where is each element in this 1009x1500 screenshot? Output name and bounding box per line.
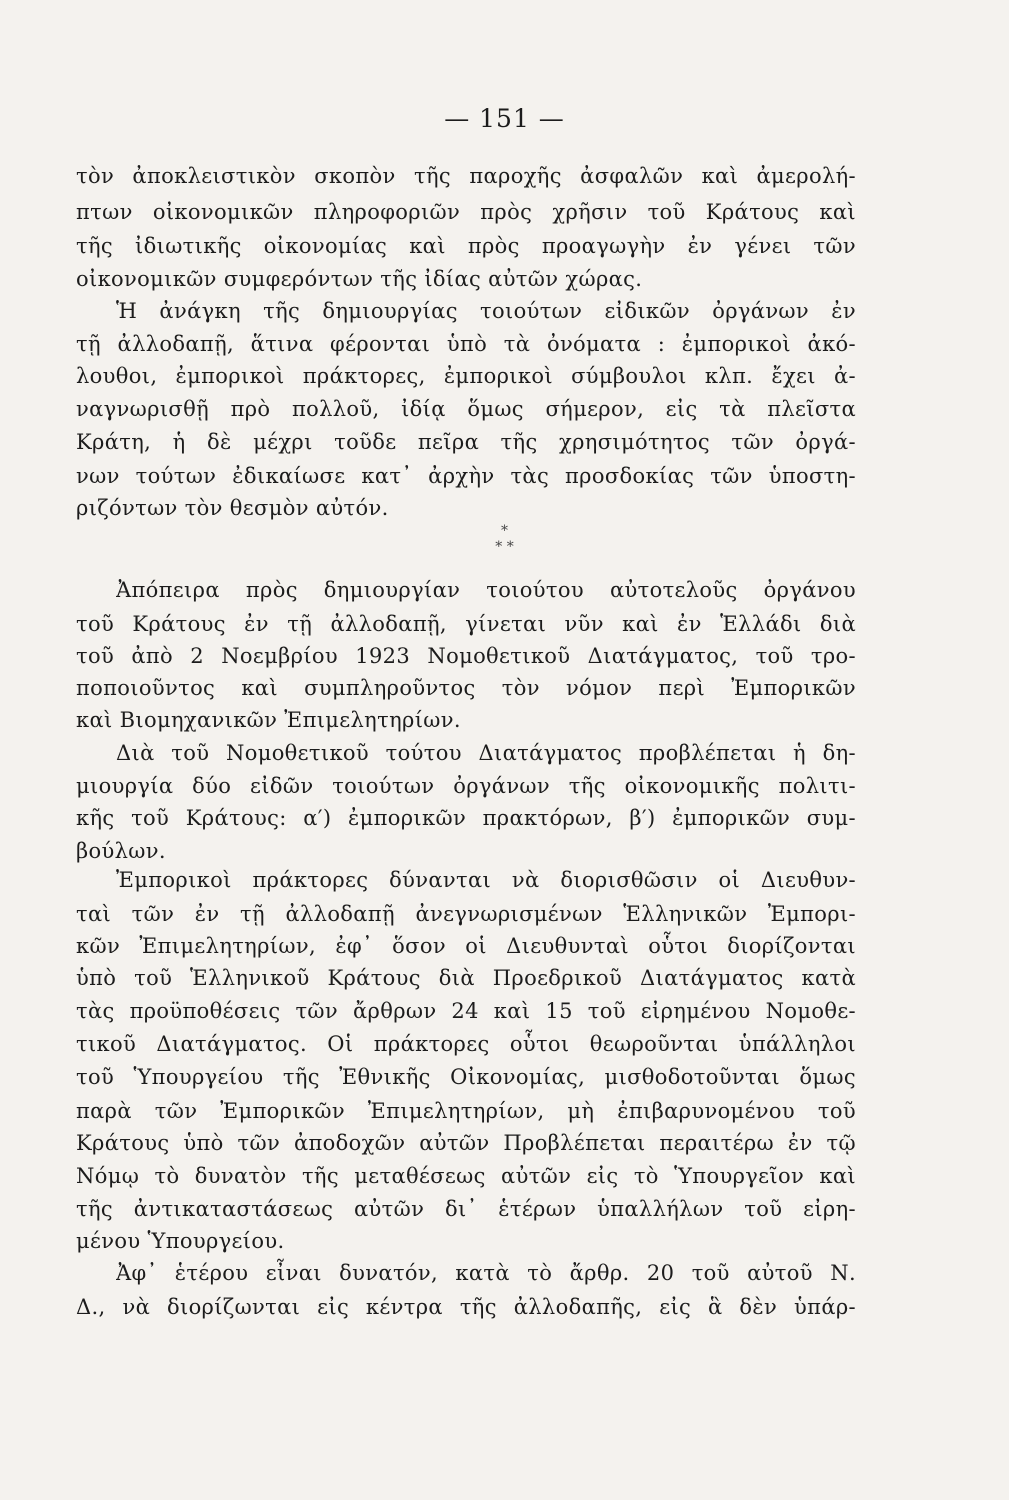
text-line: Διὰ τοῦ Νομοθετικοῦ τούτου Διατάγματος προβλέπεται ἡ δη- [116,741,856,765]
text-line: ριζόντων τὸν θεσμὸν αὐτόν. [76,496,389,520]
page-number: — 151 — [444,104,565,133]
text-line: ὑπὸ τοῦ Ἑλληνικοῦ Κράτους διὰ Προεδρικοῦ Διατάγματος κατὰ [76,966,856,990]
section-separator [0,523,1009,555]
text-line: τὰς προϋποθέσεις τῶν ἄρθρων 24 καὶ 15 τοῦ εἰρημένου Νομοθε- [76,999,856,1023]
text-line: βούλων. [76,839,166,863]
text-line: Κράτη, ἡ δὲ μέχρι τοῦδε πεῖρα τῆς χρησιμότητος τῶν ὀργά- [76,430,856,454]
text-line: Ἀπόπειρα πρὸς δημιουργίαν τοιούτου αὐτοτελοῦς ὀργάνου [116,578,856,602]
text-line: τῆς ἀντικαταστάσεως αὐτῶν δι᾽ ἑτέρων ὑπαλλήλων τοῦ εἰρη- [76,1197,856,1221]
text-line: τὸν ἀποκλειστικὸν σκοπὸν τῆς παροχῆς ἀσφαλῶν καὶ ἀμερολή- [76,164,856,188]
text-line: τῆς ἰδιωτικῆς οἰκονομίας καὶ πρὸς προαγωγὴν ἐν γένει τῶν [76,234,856,258]
text-line: Ἀφ᾽ ἑτέρου εἶναι δυνατόν, κατὰ τὸ ἄρθρ. 20 τοῦ αὐτοῦ Ν. [116,1261,856,1285]
text-line: ποποιοῦντος καὶ συμπληροῦντος τὸν νόμον περὶ Ἐμπορικῶν [76,676,856,700]
text-line: τοῦ Ὑπουργείου τῆς Ἐθνικῆς Οἰκονομίας, μισθοδοτοῦνται ὅμως [76,1065,856,1089]
text-line: ναγνωρισθῇ πρὸ πολλοῦ, ἰδίᾳ ὅμως σήμερον, εἰς τὰ πλεῖστα [76,397,856,421]
text-line: οἰκονομικῶν συμφερόντων τῆς ἰδίας αὐτῶν χώρας. [76,267,643,291]
text-line: νων τούτων ἐδικαίωσε κατ᾽ ἀρχὴν τὰς προσδοκίας τῶν ὑποστη- [76,464,856,488]
separator-star: * [501,523,508,539]
text-line: Κράτους ὑπὸ τῶν ἀποδοχῶν αὐτῶν Προβλέπεται περαιτέρω ἐν τῷ [76,1131,856,1155]
text-line: Ἐμπορικοὶ πράκτορες δύνανται νὰ διορισθῶσιν οἱ Διευθυν- [116,868,856,892]
text-line: ταὶ τῶν ἐν τῇ ἀλλοδαπῇ ἀνεγνωρισμένων Ἑλληνικῶν Ἐμπορι- [76,902,856,926]
text-line: τοῦ Κράτους ἐν τῇ ἀλλοδαπῇ, γίνεται νῦν καὶ ἐν Ἑλλάδι διὰ [76,612,856,636]
text-line: παρὰ τῶν Ἐμπορικῶν Ἐπιμελητηρίων, μὴ ἐπιβαρυνομένου τοῦ [76,1099,856,1123]
text-line: μιουργία δύο εἰδῶν τοιούτων ὀργάνων τῆς οἰκονομικῆς πολιτι- [76,774,856,798]
text-line: τοῦ ἀπὸ 2 Νοεμβρίου 1923 Νομοθετικοῦ Διατάγματος, τοῦ τρο- [76,644,856,668]
text-line: Δ., νὰ διορίζωνται εἰς κέντρα τῆς ἀλλοδαπῆς, εἰς ἃ δὲν ὑπάρ- [76,1295,856,1319]
text-line: Νόμῳ τὸ δυνατὸν τῆς μεταθέσεως αὐτῶν εἰς τὸ Ὑπουργεῖον καὶ [76,1164,856,1188]
text-line: κῆς τοῦ Κράτους: α′) ἐμπορικῶν πρακτόρων, β′) ἐμπορικῶν συμ- [76,806,856,830]
text-line: Ἡ ἀνάγκη τῆς δημιουργίας τοιούτων εἰδικῶν ὀργάνων ἐν [116,299,856,323]
text-line: κῶν Ἐπιμελητηρίων, ἐφ᾽ ὅσον οἱ Διευθυνταὶ οὗτοι διορίζονται [76,934,856,958]
text-line: καὶ Βιομηχανικῶν Ἐπιμελητηρίων. [76,708,461,732]
text-line: πτων οἰκονομικῶν πληροφοριῶν πρὸς χρῆσιν τοῦ Κράτους καὶ [76,200,856,224]
text-line: λουθοι, ἐμπορικοὶ πράκτορες, ἐμπορικοὶ σύμβουλοι κλπ. ἔχει ἀ- [76,364,856,388]
text-line: μένου Ὑπουργείου. [76,1229,285,1253]
text-line: τῇ ἀλλοδαπῇ, ἅτινα φέρονται ὑπὸ τὰ ὀνόματα : ἐμπορικοὶ ἀκό- [76,332,856,356]
text-line: τικοῦ Διατάγματος. Οἱ πράκτορες οὗτοι θεωροῦνται ὑπάλληλοι [76,1032,856,1056]
separator-stars: * * [495,539,514,555]
